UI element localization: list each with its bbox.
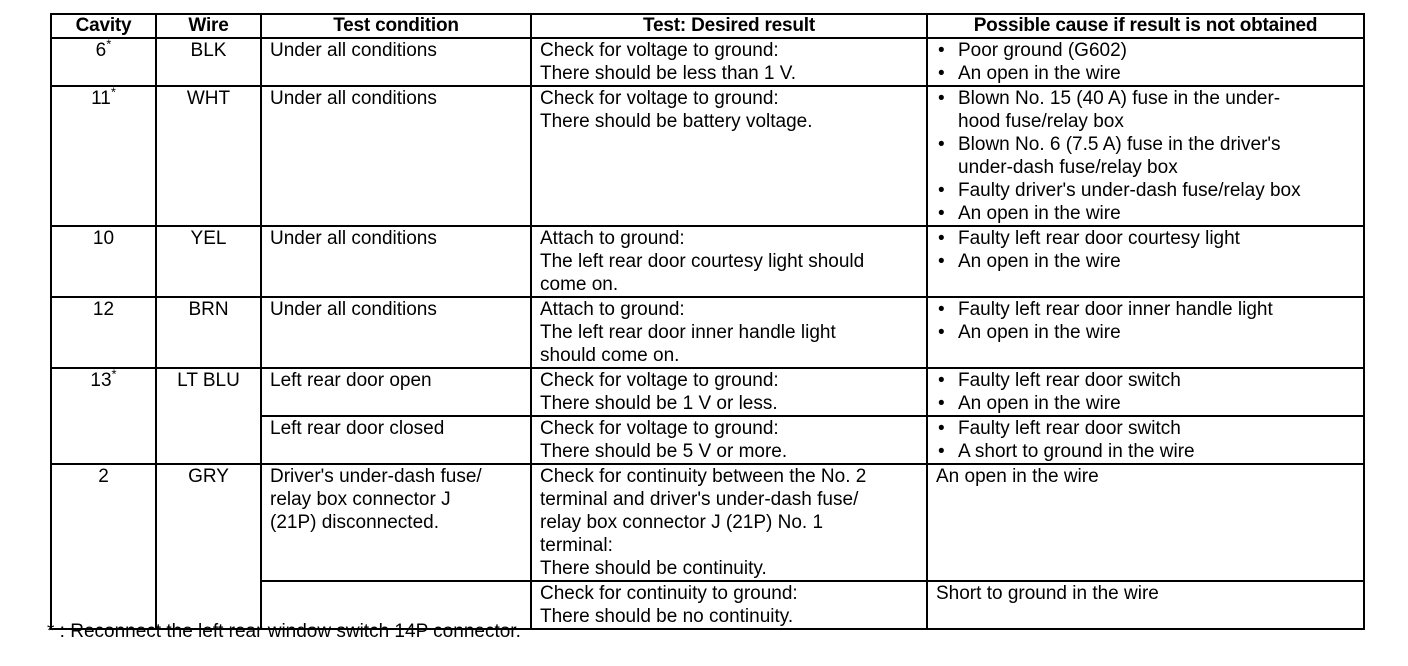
wire-color-cell: WHT — [156, 86, 261, 226]
cause-list — [936, 87, 1355, 225]
table-row — [51, 368, 1364, 416]
test-condition-line: Driver's under-dash fuse/ — [270, 466, 482, 487]
desired-result-line: The left rear door courtesy light should — [540, 251, 865, 272]
cause-list-item — [936, 417, 1355, 440]
desired-result-line: There should be no continuity. — [540, 606, 794, 627]
bullet-icon: • — [938, 322, 945, 343]
desired-result-cell — [531, 368, 927, 416]
wire-color-cell: GRY — [156, 464, 261, 629]
desired-result-line: relay box connector J (21P) No. 1 — [540, 512, 824, 533]
cause-line: Faulty left rear door switch — [958, 370, 1181, 391]
header-desired-result: Test: Desired result — [531, 14, 927, 38]
test-condition-cell — [261, 38, 531, 86]
cavity-number: 10 — [92, 228, 115, 249]
possible-cause-cell — [927, 226, 1364, 297]
cavity-number: 6 — [95, 40, 107, 61]
possible-cause-cell — [927, 38, 1364, 86]
cause-list-item — [936, 39, 1355, 62]
cause-line: Poor ground (G602) — [958, 40, 1127, 61]
desired-result-line: There should be battery voltage. — [540, 111, 813, 132]
test-condition-line: Under all conditions — [270, 40, 437, 61]
desired-result-cell — [531, 86, 927, 226]
cause-line: A short to ground in the wire — [958, 441, 1195, 462]
cause-list-item — [936, 202, 1355, 225]
bullet-icon: • — [938, 203, 945, 224]
bullet-icon: • — [938, 441, 945, 462]
desired-result-cell — [531, 416, 927, 464]
test-condition-cell — [261, 416, 531, 464]
bullet-icon: • — [938, 393, 945, 414]
cause-list — [936, 227, 1355, 273]
desired-result-line: There should be 1 V or less. — [540, 393, 778, 414]
bullet-icon: • — [938, 40, 945, 61]
cause-list — [936, 417, 1355, 463]
cause-line: hood fuse/relay box — [958, 111, 1124, 132]
cause-line: An open in the wire — [936, 466, 1099, 487]
desired-result-line: come on. — [540, 274, 619, 295]
cavity-number: 12 — [92, 299, 115, 320]
possible-cause-cell — [927, 464, 1364, 581]
possible-cause-cell — [927, 368, 1364, 416]
desired-result-cell — [531, 464, 927, 581]
wire-color-cell: LT BLU — [156, 368, 261, 464]
bullet-icon: • — [938, 228, 945, 249]
cavity-number: 13 — [90, 370, 112, 391]
cavity-number: 2 — [98, 466, 109, 487]
wire-color-cell: YEL — [156, 226, 261, 297]
desired-result-line: There should be less than 1 V. — [540, 63, 796, 84]
desired-result-cell — [531, 38, 927, 86]
test-condition-line: Under all conditions — [270, 299, 437, 320]
bullet-icon: • — [938, 180, 945, 201]
cavity-cell — [51, 226, 156, 297]
cause-list-item — [936, 392, 1355, 415]
cavity-cell — [51, 38, 156, 86]
footnote: * : Reconnect the left rear window switch 14P connector. — [47, 621, 521, 642]
wire-color-cell: BRN — [156, 297, 261, 368]
cause-line: An open in the wire — [958, 203, 1121, 224]
cause-line: Short to ground in the wire — [936, 583, 1159, 604]
footnote-marker: * — [106, 36, 112, 52]
diagnosis-table — [50, 13, 1365, 630]
cause-list — [936, 369, 1355, 415]
cause-list-item — [936, 87, 1355, 133]
cause-line: Blown No. 15 (40 A) fuse in the under- — [958, 88, 1281, 109]
test-condition-cell — [261, 226, 531, 297]
desired-result-line: should come on. — [540, 345, 680, 366]
cause-list — [936, 39, 1355, 85]
cause-line: An open in the wire — [958, 63, 1121, 84]
header-test-condition: Test condition — [261, 14, 531, 38]
desired-result-line: terminal and driver's under-dash fuse/ — [540, 489, 859, 510]
cause-line: Faulty driver's under-dash fuse/relay box — [958, 180, 1301, 201]
cavity-number: 11 — [91, 88, 111, 109]
cause-line: under-dash fuse/relay box — [958, 157, 1178, 178]
desired-result-line: Check for voltage to ground: — [540, 88, 779, 109]
desired-result-line: There should be continuity. — [540, 558, 767, 579]
desired-result-line: The left rear door inner handle light — [540, 322, 836, 343]
desired-result-line: Check for voltage to ground: — [540, 418, 779, 439]
cause-list — [936, 298, 1355, 344]
cause-list-item — [936, 321, 1355, 344]
bullet-icon: • — [938, 88, 945, 109]
footnote-marker: * — [111, 366, 117, 382]
table-row — [51, 464, 1364, 581]
cause-list-item — [936, 179, 1355, 202]
bullet-icon: • — [938, 299, 945, 320]
bullet-icon: • — [938, 63, 945, 84]
desired-result-cell — [531, 226, 927, 297]
cavity-cell — [51, 297, 156, 368]
cause-list-item — [936, 62, 1355, 85]
bullet-icon: • — [938, 418, 945, 439]
desired-result-cell — [531, 297, 927, 368]
cause-line: Faulty left rear door courtesy light — [958, 228, 1240, 249]
table-body — [51, 38, 1364, 629]
desired-result-line: Check for voltage to ground: — [540, 40, 779, 61]
possible-cause-cell — [927, 86, 1364, 226]
desired-result-line: Check for voltage to ground: — [540, 370, 779, 391]
desired-result-line: terminal: — [540, 535, 613, 556]
table-row — [51, 226, 1364, 297]
bullet-icon: • — [938, 251, 945, 272]
cause-line: An open in the wire — [958, 393, 1121, 414]
cause-list-item — [936, 227, 1355, 250]
cause-list-item — [936, 133, 1355, 179]
desired-result-line: There should be 5 V or more. — [540, 441, 788, 462]
desired-result-line: Attach to ground: — [540, 228, 685, 249]
desired-result-cell — [531, 581, 927, 629]
wire-color-cell: BLK — [156, 38, 261, 86]
test-condition-cell — [261, 297, 531, 368]
cause-list-item — [936, 250, 1355, 273]
test-condition-cell — [261, 368, 531, 416]
desired-result-line: Attach to ground: — [540, 299, 685, 320]
header-possible-cause: Possible cause if result is not obtained — [927, 14, 1364, 38]
test-condition-cell — [261, 464, 531, 581]
header-wire: Wire — [156, 14, 261, 38]
test-condition-line: Under all conditions — [270, 228, 437, 249]
cause-line: Blown No. 6 (7.5 A) fuse in the driver's — [958, 134, 1281, 155]
cause-list-item — [936, 440, 1355, 463]
cause-line: Faulty left rear door switch — [958, 418, 1181, 439]
possible-cause-cell — [927, 416, 1364, 464]
test-condition-line: (21P) disconnected. — [270, 512, 439, 533]
desired-result-line: Check for continuity to ground: — [540, 583, 798, 604]
table-header-row — [51, 14, 1364, 38]
test-condition-line: Under all conditions — [270, 88, 437, 109]
test-condition-line: Left rear door closed — [270, 418, 445, 439]
footnote-marker: * — [110, 84, 116, 100]
table-row — [51, 297, 1364, 368]
desired-result-line: Check for continuity between the No. 2 — [540, 466, 867, 487]
cause-list-item — [936, 369, 1355, 392]
cause-list-item — [936, 298, 1355, 321]
test-condition-line: relay box connector J — [270, 489, 451, 510]
test-condition-cell — [261, 86, 531, 226]
cause-line: Faulty left rear door inner handle light — [958, 299, 1273, 320]
cause-line: An open in the wire — [958, 322, 1121, 343]
possible-cause-cell — [927, 581, 1364, 629]
cavity-cell — [51, 464, 156, 629]
table-row — [51, 38, 1364, 86]
test-condition-line: Left rear door open — [270, 370, 432, 391]
header-cavity: Cavity — [51, 14, 156, 38]
possible-cause-cell — [927, 297, 1364, 368]
cavity-cell — [51, 86, 156, 226]
cavity-cell — [51, 368, 156, 464]
cause-line: An open in the wire — [958, 251, 1121, 272]
bullet-icon: • — [938, 370, 945, 391]
table-row — [51, 86, 1364, 226]
bullet-icon: • — [938, 134, 945, 155]
